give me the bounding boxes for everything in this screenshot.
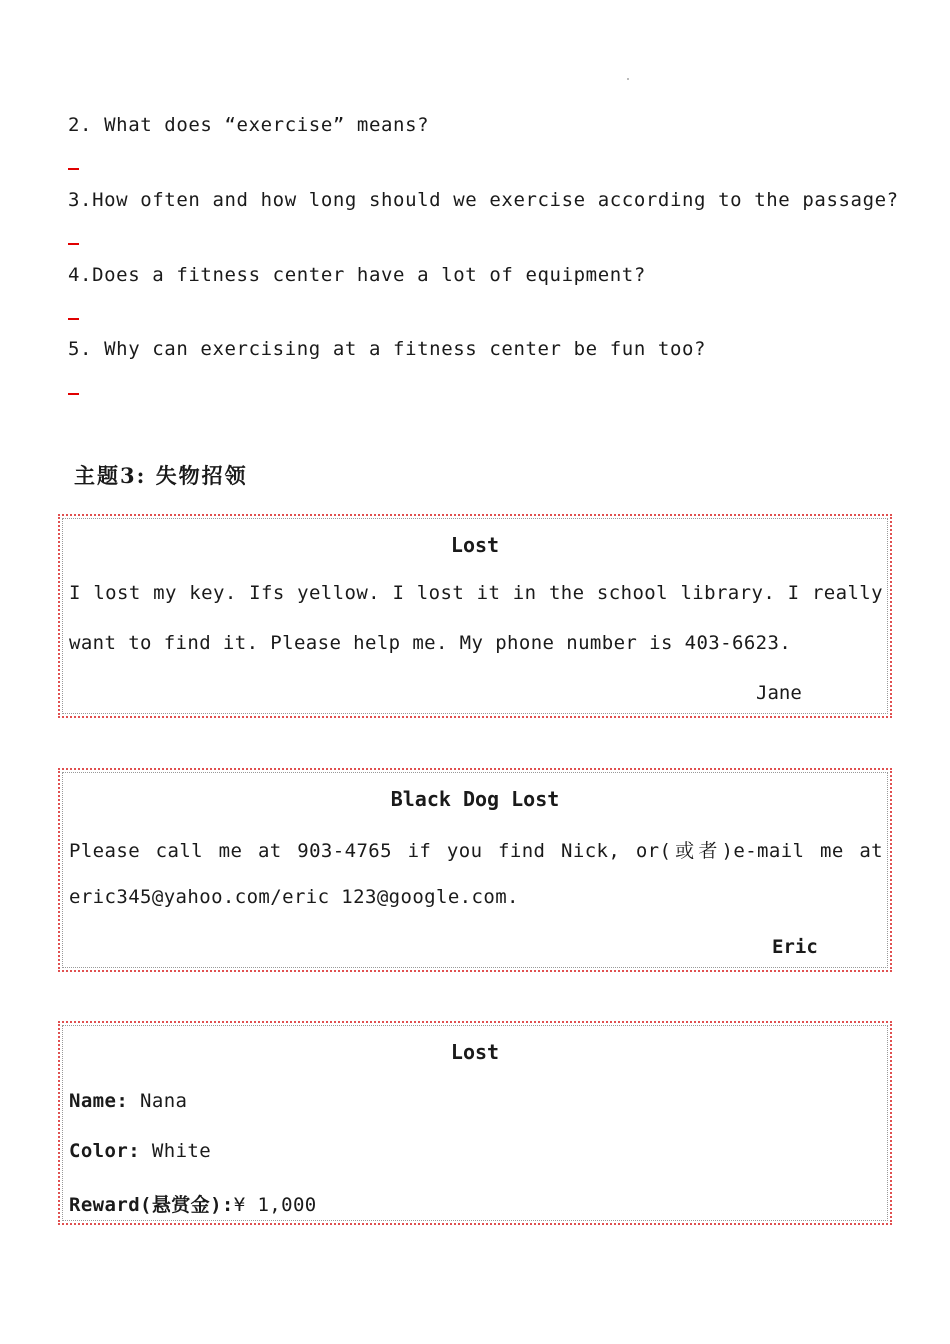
field-value: ¥ 1,000: [233, 1194, 317, 1216]
field-color: [69, 1140, 883, 1162]
question-4: 4.Does a fitness center have a lot of equipment?: [68, 264, 646, 286]
question-2: 2. What does “exercise” means?: [68, 114, 430, 136]
lost-pet-notice: [58, 1021, 892, 1225]
answer-blank-2[interactable]: [68, 168, 79, 170]
field-label: Reward(悬赏金):: [69, 1194, 234, 1216]
field-label: Color:: [69, 1140, 141, 1162]
answer-blank-4[interactable]: [68, 318, 79, 320]
notice-title: Lost: [450, 1040, 500, 1064]
notice-body-line: I lost my key. Ifs yellow. I lost it in the school library. I really: [69, 582, 883, 604]
notice-title: Black Dog Lost: [390, 787, 560, 811]
question-3: 3.How often and how long should we exercise according to the passage?: [68, 189, 899, 211]
notice-signature: Jane: [756, 682, 802, 704]
answer-blank-3[interactable]: [68, 243, 79, 245]
scan-mark: [627, 78, 629, 80]
field-value: White: [140, 1140, 212, 1162]
notice-signature: Eric: [772, 936, 818, 958]
notice-body-line: eric345@yahoo.com/eric 123@google.com.: [69, 886, 519, 908]
field-value: Nana: [128, 1090, 188, 1112]
section-title: 主题3: 失物招领: [74, 463, 248, 488]
notice-body-line: Please call me at 903-4765 if you find Nick, or(或者)e-mail me at: [69, 840, 883, 862]
answer-blank-5[interactable]: [68, 393, 79, 395]
notice-title: Lost: [450, 533, 500, 557]
lost-key-notice: [58, 514, 892, 718]
field-label: Name:: [69, 1090, 129, 1112]
black-dog-notice: [58, 768, 892, 972]
notice-body-line: want to find it. Please help me. My phone number is 403-6623.: [69, 632, 792, 654]
field-reward: [69, 1190, 883, 1217]
field-name: [69, 1090, 883, 1112]
question-5: 5. Why can exercising at a fitness center be fun too?: [68, 338, 707, 360]
